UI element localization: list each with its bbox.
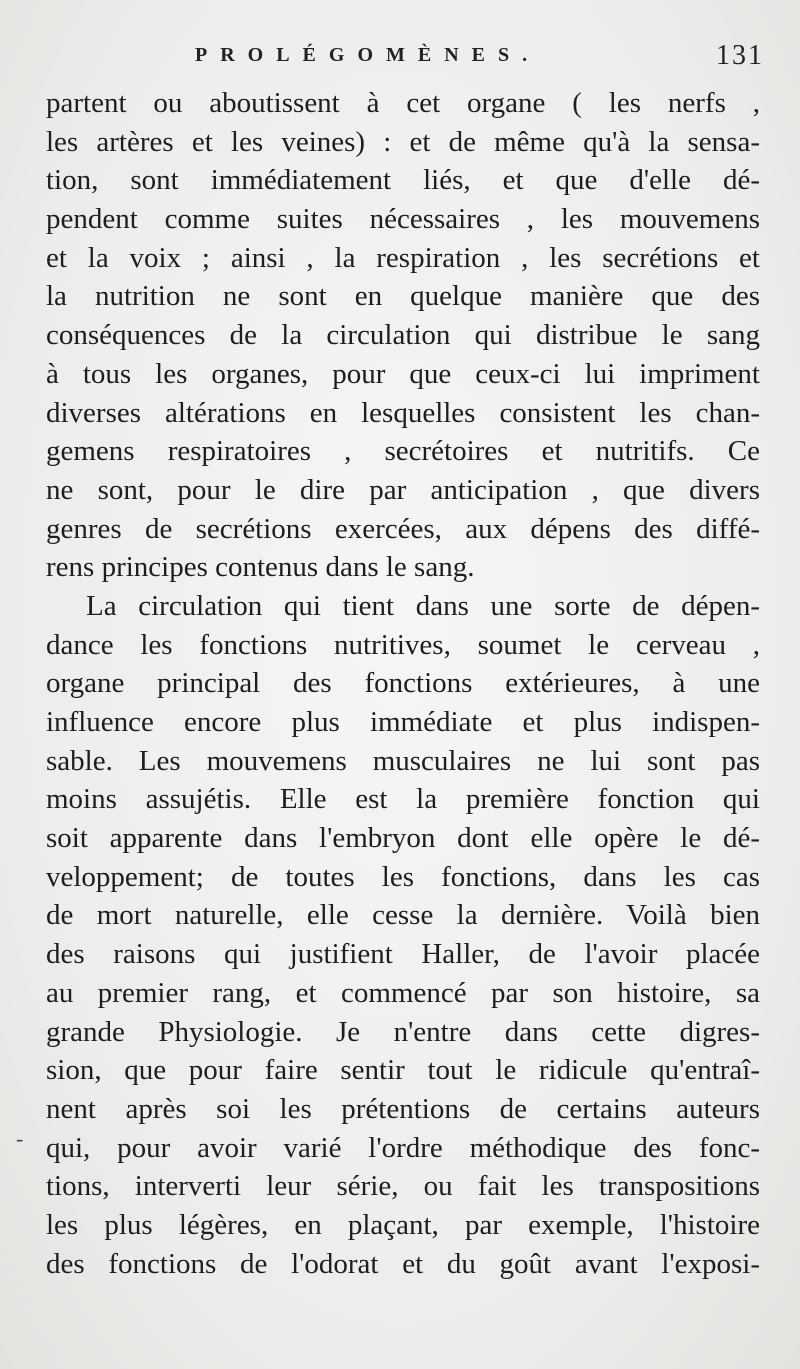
text-line: organe principal des fonctions extérieures, à une [46, 667, 760, 700]
text-line: ne sont, pour le dire par anticipation , que divers [46, 473, 760, 506]
text-line: de mort naturelle, elle cesse la dernière. Voilà bien [46, 899, 760, 932]
text-line: genres de secrétions exercées, aux dépens des diffé- [46, 512, 760, 545]
text-line: des fonctions de l'odorat et du goût avant l'exposi- [46, 1247, 760, 1280]
paragraph [46, 587, 760, 1283]
text-line: gemens respiratoires , secrétoires et nutritifs. Ce [46, 435, 760, 468]
text-line: dance les fonctions nutritives, soumet le cerveau , [46, 628, 760, 661]
body-text [46, 84, 760, 1283]
text-line: rens principes contenus dans le sang. [46, 551, 475, 584]
text-line: influence encore plus immédiate et plus indispen- [46, 706, 760, 738]
text-line: nent après soi les prétentions de certains auteurs [46, 1092, 760, 1125]
running-head: PROLÉGOMÈNES. [195, 44, 541, 66]
text-line: sable. Les mouvemens musculaires ne lui sont pas [46, 744, 760, 777]
margin-mark: - [16, 1126, 24, 1151]
text-line: partent ou aboutissent à cet organe ( les nerfs , [46, 87, 760, 119]
text-line: qui, pour avoir varié l'ordre méthodique des fonc- [46, 1131, 760, 1164]
text-line: moins assujétis. Elle est la première fonction qui [46, 783, 760, 816]
text-line: grande Physiologie. Je n'entre dans cette digres- [46, 1015, 760, 1048]
text-line: la nutrition ne sont en quelque manière que des [46, 280, 760, 313]
page-number: 131 [716, 40, 764, 71]
text-line: conséquences de la circulation qui distribue le sang [46, 319, 760, 352]
paragraph [46, 84, 760, 587]
text-line: des raisons qui justifient Haller, de l'avoir placée [46, 938, 760, 971]
text-line: les plus légères, en plaçant, par exemple, l'histoire [46, 1208, 760, 1241]
text-line: La circulation qui tient dans une sorte de dépen- [86, 589, 760, 622]
text-line: diverses altérations en lesquelles consistent les chan- [46, 396, 760, 429]
text-line: sion, que pour faire sentir tout le ridicule qu'entraî- [46, 1054, 760, 1087]
text-line: les artères et les veines) : et de même qu'à la sensa- [46, 125, 760, 158]
text-line: veloppement; de toutes les fonctions, dans les cas [46, 860, 760, 893]
text-line: pendent comme suites nécessaires , les mouvemens [46, 203, 760, 236]
text-line: à tous les organes, pour que ceux-ci lui impriment [46, 357, 760, 390]
text-line: et la voix ; ainsi , la respiration , les secrétions et [46, 241, 760, 274]
text-line: tions, interverti leur série, ou fait les transpositions [46, 1170, 760, 1203]
text-line: soit apparente dans l'embryon dont elle opère le dé- [46, 822, 760, 855]
page-header [0, 40, 800, 80]
text-line: au premier rang, et commencé par son histoire, sa [46, 976, 760, 1009]
text-line: tion, sont immédiatement liés, et que d'elle dé- [46, 164, 760, 197]
